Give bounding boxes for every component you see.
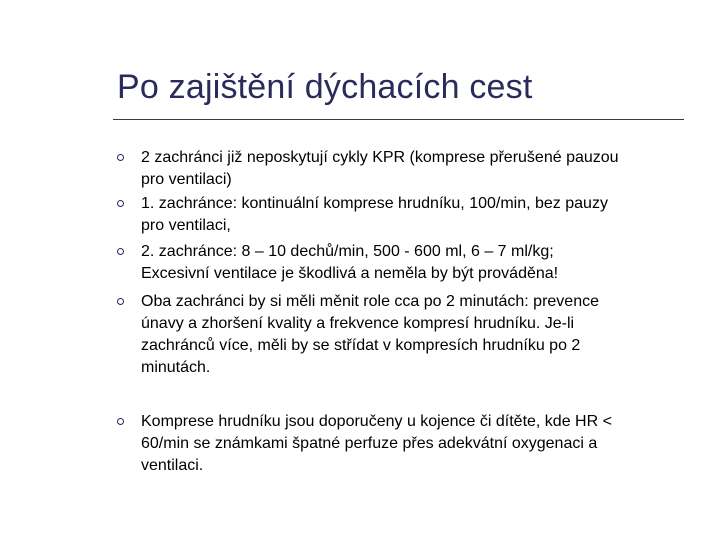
bullet-circle-icon bbox=[117, 154, 124, 161]
bullet-text: Komprese hrudníku jsou doporučeny u kojence či dítěte, kde HR < 60/min se známkami špatné perfuze přes adekvátní oxygenaci a ventilaci. bbox=[141, 413, 612, 474]
bullet-item-2 bbox=[117, 193, 687, 237]
bullet-item-1 bbox=[117, 147, 687, 191]
bullet-circle-icon bbox=[117, 298, 124, 305]
bullet-circle-icon bbox=[117, 248, 124, 255]
slide-title: Po zajištění dýchacích cest bbox=[117, 68, 533, 106]
bullet-item-5 bbox=[117, 411, 687, 477]
bullet-text: 2. zachránce: 8 – 10 dechů/min, 500 - 600 ml, 6 – 7 ml/kg; Excesivní ventilace je škodlivá a neměla by být prováděna! bbox=[141, 243, 559, 282]
bullet-text: 2 zachránci již neposkytují cykly KPR (komprese přerušené pauzou pro ventilaci) bbox=[141, 149, 619, 188]
bullet-item-4 bbox=[117, 291, 687, 379]
bullet-circle-icon bbox=[117, 200, 124, 207]
bullet-circle-icon bbox=[117, 418, 124, 425]
bullet-text: 1. zachránce: kontinuální komprese hrudníku, 100/min, bez pauzy pro ventilaci, bbox=[141, 195, 608, 234]
bullet-item-3 bbox=[117, 241, 687, 285]
title-divider bbox=[113, 119, 684, 120]
bullet-text: Oba zachránci by si měli měnit role cca po 2 minutách: prevence únavy a zhoršení kvality a frekvence kompresí hrudníku. Je-li zachránců více, měli by se střídat v kompresích hrudníku po 2 minutách. bbox=[141, 293, 599, 376]
